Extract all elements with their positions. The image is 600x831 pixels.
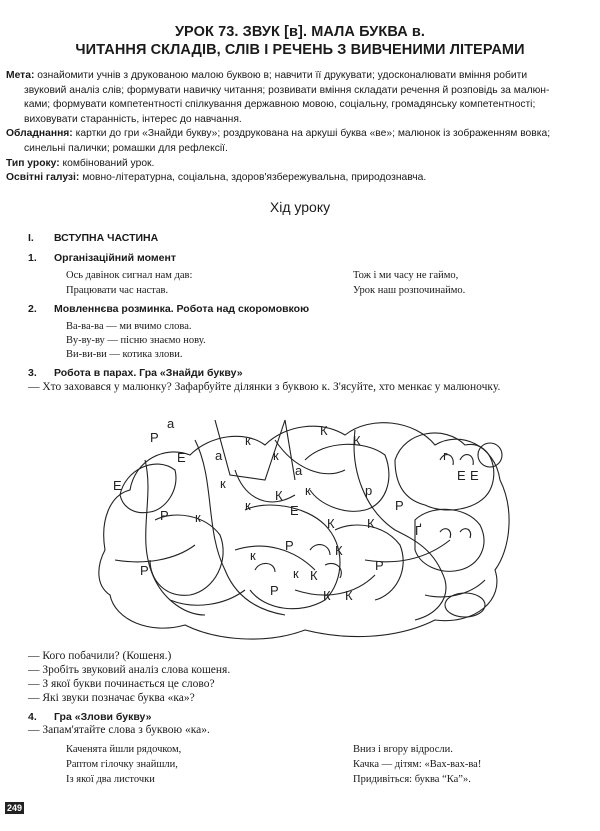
lesson-heading: Хід уроку — [269, 199, 331, 215]
question-4: — Які звуки позначає буква «ка»? — [28, 692, 195, 704]
letter: к — [220, 476, 226, 491]
section-1-title: ВСТУПНА ЧАСТИНА — [54, 232, 159, 244]
equipment-text-2: синельні палички; ромашки для рефлексії. — [24, 142, 228, 154]
letter: к — [245, 498, 251, 513]
goal-text-1: ознайомити учнів з друкованою малою буквою в; навчити її друкувати; удосконалювати вміння робити — [34, 70, 528, 81]
letter: Р — [160, 508, 169, 523]
item-4-instruction: — Запам'ятайте слова з буквою «ка». — [28, 724, 210, 736]
item-1-poem-left-2: Працювати час настав. — [66, 285, 169, 296]
letter: к — [305, 483, 311, 498]
letter: а — [167, 416, 175, 431]
letter: Р — [395, 498, 404, 513]
item-3-number: 3. — [28, 367, 37, 379]
item-1-poem-right-1: Тож і ми часу не гаймо, — [353, 270, 459, 281]
letter: Р — [140, 563, 149, 578]
item-3-heading — [28, 367, 243, 379]
letter: Р — [270, 583, 279, 598]
areas-line — [6, 171, 586, 186]
item-1-poem-left-1: Ось давінок сигнал нам дав: — [66, 270, 193, 281]
item-4-heading — [28, 711, 152, 723]
goal-line — [6, 69, 586, 84]
letter: к — [273, 448, 279, 463]
tongue-twister-line-2: Ву-ву-ву — пісню знаємо нову. — [66, 335, 206, 346]
item-4-title: Гра «Злови букву» — [54, 711, 152, 723]
letter: К — [367, 516, 375, 531]
picture-letters — [113, 416, 479, 603]
item-2-number: 2. — [28, 303, 37, 315]
letter: Р — [375, 558, 384, 573]
letter: Р — [285, 538, 294, 553]
letter: Е — [290, 503, 299, 518]
letter: а — [215, 448, 223, 463]
item-4-poem-left-3: Із якої два листочки — [66, 774, 155, 785]
letter: К — [335, 543, 343, 558]
areas-text: мовно-літературна, соціальна, здоров'язбережувальна, природознавча. — [79, 172, 427, 184]
item-4-poem-right-1: Вниз і вгору відросли. — [353, 744, 453, 755]
letter: К — [353, 433, 361, 448]
equipment-text-1: картки до гри «Знайди букву»; роздрукована на аркуші буква «ве»; малюнок із зображенням вовка; — [72, 128, 551, 140]
question-2: — Зробіть звуковий аналіз слова кошеня. — [28, 664, 231, 676]
page-number: 249 — [7, 803, 23, 813]
equipment-line — [6, 127, 586, 142]
letter: К — [345, 588, 353, 603]
lesson-title: УРОК 73. ЗВУК [в]. МАЛА БУКВА в. — [174, 24, 426, 40]
coloring-picture — [95, 400, 515, 645]
section-1-heading — [28, 232, 158, 244]
lesson-meta — [6, 69, 586, 186]
letter: р — [365, 483, 373, 498]
equipment-label: Обладнання: — [6, 128, 73, 140]
goal-text-3: ками; формувати компетентності спілкування державною мовою, соціальну, громадянську компетентності; — [24, 99, 536, 111]
item-4-poem-left-1: Каченята йшли рядочком, — [66, 744, 182, 755]
type-text: комбінований урок. — [59, 157, 155, 169]
item-2-heading — [28, 303, 309, 315]
letter: Е — [113, 478, 122, 493]
letter: к — [195, 510, 201, 525]
item-4-number: 4. — [28, 711, 37, 723]
type-line — [6, 157, 586, 172]
item-3-title: Робота в парах. Гра «Знайди букву» — [54, 367, 243, 379]
letter: Р — [150, 430, 159, 445]
item-3-instruction: — Хто заховався у малюнку? Зафарбуйте ділянки з буквою к. З'ясуйте, хто менкає у малюночку. — [28, 381, 501, 393]
letter: Е — [177, 450, 186, 465]
letter: К — [327, 516, 335, 531]
letter: Е — [457, 468, 466, 483]
letter: К — [320, 423, 328, 438]
tongue-twister-line-3: Ви-ви-ви — котика злови. — [66, 349, 183, 360]
section-1-number: I. — [28, 232, 34, 244]
lesson-subtitle: ЧИТАННЯ СКЛАДІВ, СЛІВ І РЕЧЕНЬ З ВИВЧЕНИМИ ЛІТЕРАМИ — [75, 42, 525, 58]
type-label: Тип уроку: — [6, 157, 60, 169]
item-1-number: 1. — [28, 252, 37, 264]
letter: Ґ — [415, 523, 422, 538]
question-1: — Кого побачили? (Кошеня.) — [28, 650, 172, 662]
tongue-twister-line-1: Ва-ва-ва — ми вчимо слова. — [66, 321, 192, 332]
letter: Е — [470, 468, 479, 483]
question-3: — З якої букви починається це слово? — [28, 678, 215, 690]
letter: к — [293, 566, 299, 581]
item-4-poem-right-3: Придивіться: буква “Ка”». — [353, 774, 471, 785]
letter: к — [245, 433, 251, 448]
item-1-heading — [28, 252, 176, 264]
item-1-title: Організаційний момент — [54, 252, 176, 264]
goal-label: Мета: — [6, 70, 35, 81]
letter: г — [443, 448, 448, 463]
item-2-title: Мовленнєва розминка. Робота над скоромовкою — [54, 303, 310, 315]
goal-text-2: звуковий аналіз слів; формувати навичку читання; розвивати вміння складати речення й розповідь за малюн- — [24, 84, 550, 96]
letter: К — [275, 488, 283, 503]
letter: а — [295, 463, 303, 478]
letter: к — [250, 548, 256, 563]
areas-label: Освітні галузі: — [6, 172, 80, 184]
item-4-poem-left-2: Раптом гілочку знайшли, — [66, 759, 178, 770]
letter: К — [310, 568, 318, 583]
item-4-poem-right-2: Качка — дітям: «Вах-вах-ва! — [353, 759, 482, 770]
letter: К — [323, 588, 331, 603]
goal-text-4: виховувати старанність, інтерес до навчання. — [24, 113, 242, 125]
item-1-poem-right-2: Урок наш розпочинаймо. — [353, 285, 466, 296]
